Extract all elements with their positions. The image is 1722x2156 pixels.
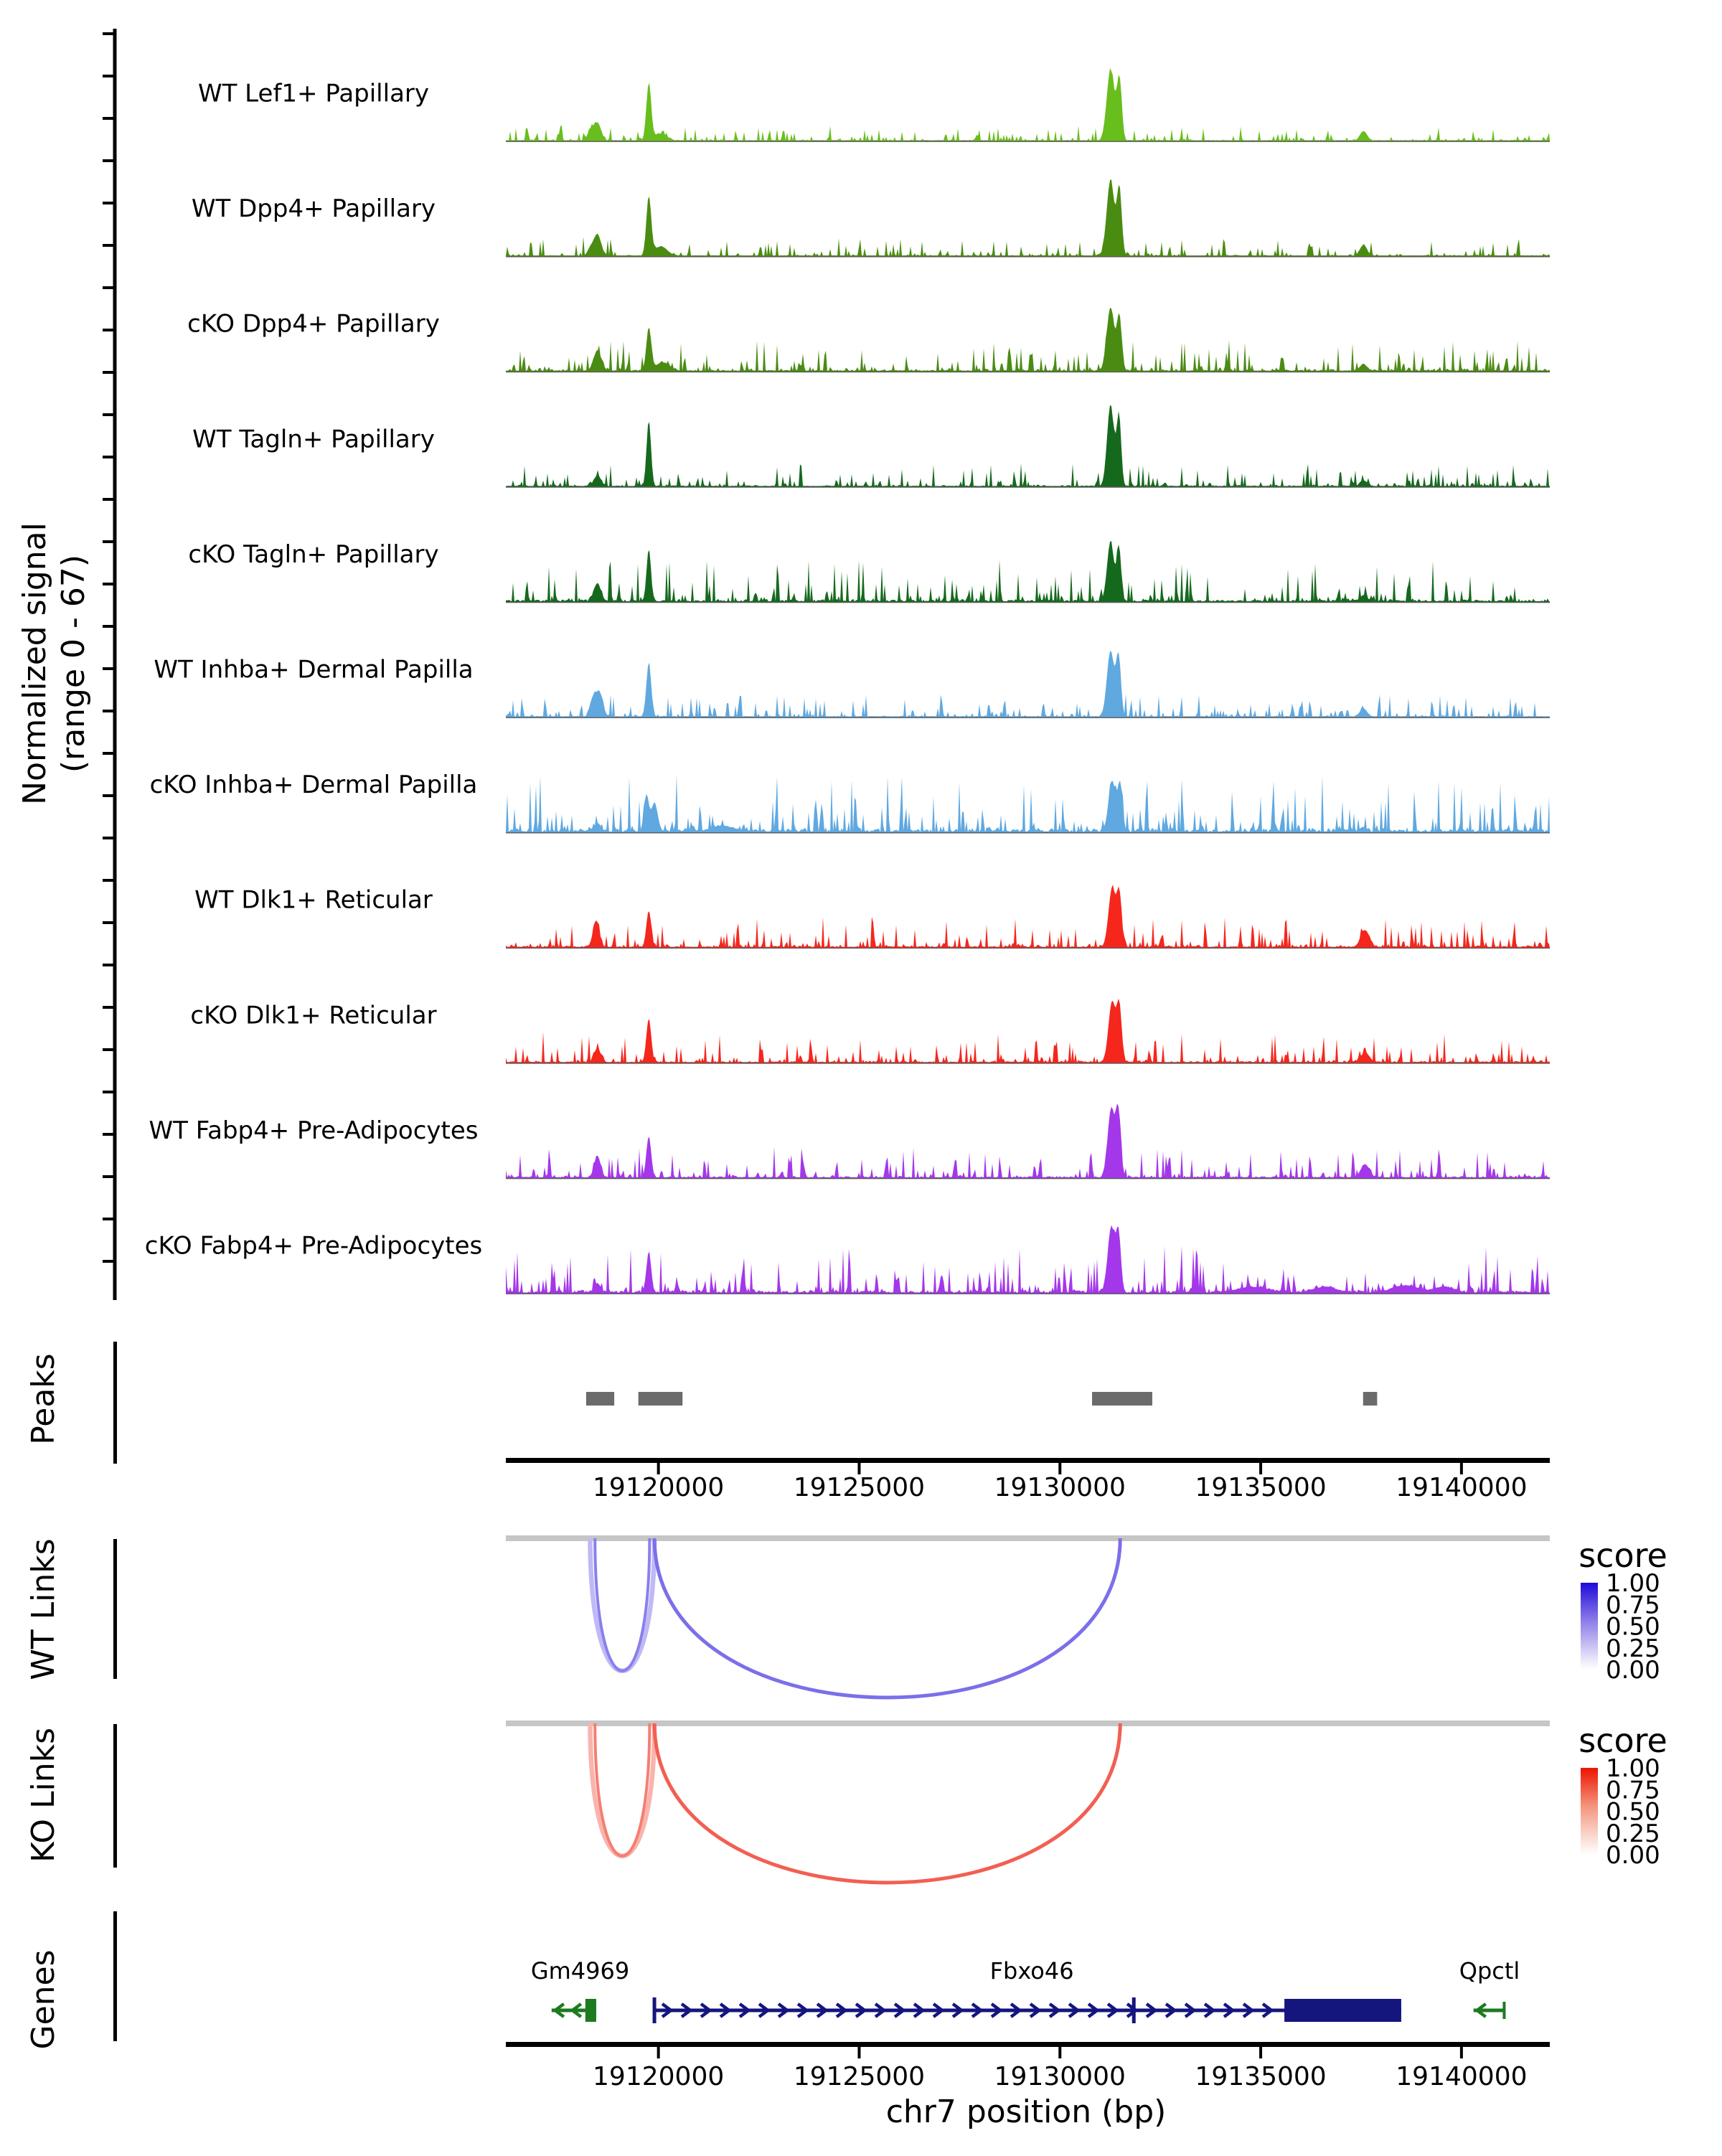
coverage-profile (506, 651, 1550, 717)
signal-axis-tick (103, 540, 113, 543)
ko-score-legend-title: score (1578, 1721, 1667, 1760)
links-baseline-bar (506, 1720, 1550, 1726)
score-tick-label: 0.25 (1606, 1634, 1660, 1663)
peak-interval-rect (1092, 1392, 1152, 1406)
signal-axis-tick (103, 1006, 113, 1009)
axis-tick (657, 2047, 660, 2058)
ko-links-section-bar (113, 1724, 117, 1868)
gene-fbxo46 (653, 1997, 1401, 2023)
track-label: cKO Dpp4+ Papillary (187, 309, 440, 339)
signal-axis-tick (103, 117, 113, 120)
signal-axis-tick (103, 498, 113, 501)
score-tick-label: 0.00 (1606, 1656, 1660, 1685)
axis-tick-label: 19120000 (593, 2062, 725, 2091)
gene-label: Fbxo46 (989, 1957, 1074, 1985)
score-tick-label: 1.00 (1606, 1754, 1660, 1783)
axis-tick-label: 19130000 (994, 2062, 1126, 2091)
coverage-profile (506, 1225, 1550, 1294)
signal-axis-tick (103, 1133, 113, 1136)
signal-tracks (145, 68, 1550, 1294)
wt-links-section-label: WT Links (25, 1538, 62, 1680)
link-arc (591, 1538, 655, 1671)
signal-axis-tick (103, 1048, 113, 1051)
peaks-section-label: Peaks (25, 1353, 62, 1445)
axis-line (506, 1458, 1550, 1463)
axis-tick-label: 19140000 (1396, 2062, 1528, 2091)
peak-interval-rect (639, 1392, 683, 1406)
peak-interval-rect (1363, 1392, 1378, 1406)
ko-score-colorbar (1581, 1768, 1598, 1855)
signal-axis-label-line1: Normalized signal (17, 522, 53, 805)
gene-boundary-tick (653, 1997, 657, 2023)
score-tick-label: 0.50 (1606, 1797, 1660, 1827)
coverage-profile (506, 885, 1550, 948)
wt-score-legend-title: score (1578, 1536, 1667, 1575)
axis-tick-label: 19135000 (1195, 2062, 1327, 2091)
score-tick-label: 0.25 (1606, 1819, 1660, 1848)
genes-section-bar (113, 1911, 117, 2041)
signal-axis-tick (103, 456, 113, 458)
gene-label: Gm4969 (530, 1957, 630, 1985)
coverage-profile (506, 1103, 1550, 1178)
signal-axis-tick (103, 583, 113, 585)
signal-axis-tick (103, 710, 113, 712)
axis-line (506, 2042, 1550, 2047)
ko-links-section-label: KO Links (25, 1727, 62, 1863)
signal-axis-tick (103, 371, 113, 374)
axis-tick (857, 2047, 860, 2058)
link-arc (654, 1538, 1120, 1698)
signal-axis-label-line2: (range 0 - 67) (55, 554, 92, 773)
axis-tick (1259, 2047, 1262, 2058)
track-label: WT Dlk1+ Reticular (194, 885, 433, 915)
signal-axis-tick (103, 1175, 113, 1178)
signal-axis-tick (103, 1260, 113, 1263)
gene-qpctl (1474, 2002, 1506, 2019)
link-arc (591, 1723, 655, 1856)
peaks-section-bar (113, 1342, 117, 1464)
track-label: WT Dpp4+ Papillary (191, 194, 436, 224)
signal-axis-tick (103, 286, 113, 289)
genes-track (531, 1957, 1520, 2023)
axis-tick-label: 19135000 (1195, 1473, 1327, 1502)
signal-axis-tick (103, 625, 113, 628)
axis-tick (1058, 2047, 1061, 2058)
axis-tick-label: 19125000 (793, 1473, 926, 1502)
signal-axis-tick (103, 879, 113, 882)
axis-tick-label: 19125000 (793, 2062, 926, 2091)
track-label: cKO Tagln+ Papillary (188, 540, 439, 569)
track-label: WT Fabp4+ Pre-Adipocytes (149, 1116, 479, 1145)
gene-exon-box (1284, 1999, 1401, 2022)
axis-tick-label: 19130000 (994, 1473, 1126, 1502)
signal-axis-tick (103, 413, 113, 416)
gene-label: Qpctl (1459, 1957, 1520, 1985)
signal-y-axis (103, 29, 117, 1300)
signal-axis-tick (103, 159, 113, 162)
signal-axis-tick (103, 837, 113, 839)
peak-interval-rect (586, 1392, 614, 1406)
axis-tick-label: 19120000 (593, 1473, 725, 1502)
signal-axis-tick (103, 794, 113, 797)
signal-axis-tick (103, 921, 113, 924)
track-label: cKO Fabp4+ Pre-Adipocytes (144, 1231, 483, 1261)
genes-section-label: Genes (25, 1949, 62, 2050)
signal-axis-tick (103, 32, 113, 35)
coverage-profile (506, 68, 1550, 141)
score-tick-label: 1.00 (1606, 1569, 1660, 1598)
coverage-profile (506, 775, 1550, 832)
wt-links-track (506, 1535, 1550, 1698)
coverage-profile (506, 541, 1550, 602)
signal-axis-line (113, 29, 117, 1300)
track-label: WT Tagln+ Papillary (192, 425, 435, 454)
axis-tick-label: 19140000 (1396, 1473, 1528, 1502)
position-axis-top (506, 1458, 1550, 1502)
ko-links-track (506, 1720, 1550, 1883)
coverage-profile (506, 308, 1550, 372)
score-tick-label: 0.00 (1606, 1841, 1660, 1870)
signal-axis-tick (103, 244, 113, 247)
gene-gm4969 (552, 1999, 596, 2022)
signal-axis-tick (103, 329, 113, 331)
coverage-profile (506, 405, 1550, 487)
score-tick-label: 0.50 (1606, 1612, 1660, 1642)
coverage-profile (506, 179, 1550, 256)
score-tick-label: 0.75 (1606, 1591, 1660, 1620)
gene-end-tick (593, 2002, 596, 2019)
wt-score-colorbar (1581, 1583, 1598, 1670)
track-label: WT Lef1+ Papillary (197, 79, 430, 108)
signal-axis-tick (103, 667, 113, 670)
track-label: cKO Inhba+ Dermal Papilla (149, 771, 478, 800)
link-arc (654, 1723, 1120, 1883)
wt-links-section-bar (113, 1539, 117, 1679)
signal-axis-tick (103, 964, 113, 966)
signal-axis-tick (103, 75, 113, 77)
signal-axis-tick (103, 752, 113, 755)
peaks-track (586, 1392, 1377, 1406)
signal-axis-tick (103, 1091, 113, 1093)
axis-tick (1460, 2047, 1463, 2058)
track-label: WT Inhba+ Dermal Papilla (154, 655, 474, 684)
score-tick-label: 0.75 (1606, 1776, 1660, 1805)
coverage-profile (506, 999, 1550, 1063)
links-baseline-bar (506, 1535, 1550, 1541)
position-axis-bottom (506, 2042, 1550, 2091)
track-label: cKO Dlk1+ Reticular (190, 1001, 437, 1030)
x-axis-title: chr7 position (bp) (885, 2094, 1167, 2130)
gene-end-tick (1502, 2002, 1505, 2019)
signal-axis-tick (103, 202, 113, 204)
signal-axis-tick (103, 1218, 113, 1220)
